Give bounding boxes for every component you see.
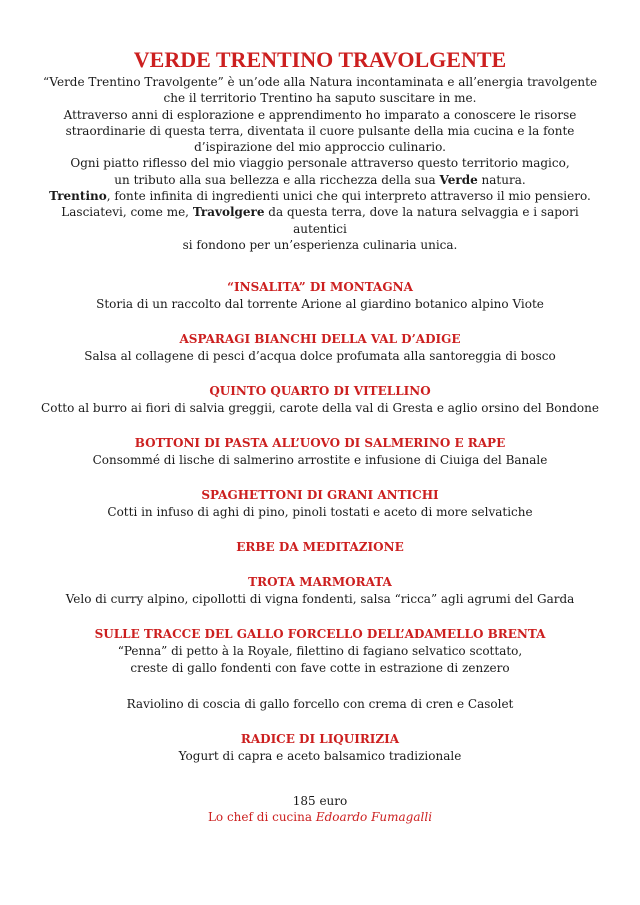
intro-line: d’ispirazione del mio approccio culinario. [194,140,446,155]
intro-text [40,74,600,253]
course-1 [40,279,600,313]
course-6 [40,539,600,556]
course-name: TROTA MARMORATA [248,575,392,590]
intro-line [40,188,600,204]
menu-footer [40,793,600,825]
course-7 [40,574,600,608]
course-5 [40,487,600,521]
course-description: Salsa al collagene di pesci d’acqua dolce profumata alla santoreggia di bosco [84,349,556,364]
course-extra: Raviolino di coscia di gallo forcello con crema di cren e Casolet [126,697,514,712]
bold-word: Trentino [49,189,107,204]
course-description: Cotti in infuso di aghi di pino, pinoli tostati e aceto di more selvatiche [107,505,533,520]
intro-line [40,204,600,237]
course-name: “INSALITA” DI MONTAGNA [227,280,413,295]
menu-price: 185 euro [292,794,348,809]
intro-line: si fondono per un’esperienza culinaria unica. [182,237,458,252]
menu-title: VERDE TRENTINO TRAVOLGENTE [133,47,507,72]
course-description: Cotto al burro ai fiori di salvia greggii, carote della val di Gresta e aglio orsino del Bondone [41,401,599,416]
text-span: , fonte infinita di ingredienti unici che qui interpreto attraverso il mio pensiero. [106,189,591,204]
intro-line: “Verde Trentino Travolgente” è un’ode alla Natura incontaminata e all’energia travolgente [42,75,598,89]
course-description: Consommé di lische di salmerino arrostite e infusione di Ciuiga del Banale [92,453,548,468]
course-description: Velo di curry alpino, cipollotti di vigna fondenti, salsa “ricca” agli agrumi del Garda [65,592,575,607]
course-description: Yogurt di capra e aceto balsamico tradizionale [178,749,462,764]
intro-line: straordinarie di questa terra, diventata il cuore pulsante della mia cucina e la fonte [65,123,575,138]
course-name: BOTTONI DI PASTA ALL’UOVO DI SALMERINO E RAPE [134,436,506,451]
course-name: ASPARAGI BIANCHI DELLA VAL D’ADIGE [179,332,461,347]
bold-word: Verde [439,172,478,187]
intro-line: che il territorio Trentino ha saputo suscitare in me. [163,91,477,106]
course-2 [40,331,600,365]
course-name: QUINTO QUARTO DI VITELLINO [209,384,431,399]
course-name: SULLE TRACCE DEL GALLO FORCELLO DELL’ADAMELLO BRENTA [94,627,546,642]
course-description: Storia di un raccolto dal torrente Arione al giardino botanico alpino Viote [96,297,544,312]
course-description: “Penna” di petto à la Royale, filettino di fagiano selvatico scottato, [117,644,523,659]
course-name: SPAGHETTONI DI GRANI ANTICHI [201,488,439,503]
text-span: un tributo alla sua bellezza e alla ricchezza della sua [114,172,440,187]
intro-line [40,172,600,188]
chef-label: Lo chef di cucina [207,810,316,825]
intro-line: Attraverso anni di esplorazione e apprendimento ho imparato a conoscere le risorse [63,107,577,122]
course-9 [40,731,600,765]
text-span: da questa terra, dove la natura selvaggia e i sapori autentici [264,205,579,236]
course-3 [40,383,600,417]
course-name: RADICE DI LIQUIRIZIA [240,732,400,747]
chef-credit [40,809,600,825]
course-description-line-2: creste di gallo fondenti con fave cotte in estrazione di zenzero [130,661,510,676]
course-8 [40,626,600,713]
bold-word: Travolgere [192,205,265,220]
text-span: natura. [477,172,526,187]
intro-line: Ogni piatto riflesso del mio viaggio personale attraverso questo territorio magico, [70,156,570,171]
text-span: Lasciatevi, come me, [61,205,193,220]
course-name: ERBE DA MEDITAZIONE [236,540,404,555]
course-4 [40,435,600,469]
chef-name: Edoardo Fumagalli [315,810,433,825]
